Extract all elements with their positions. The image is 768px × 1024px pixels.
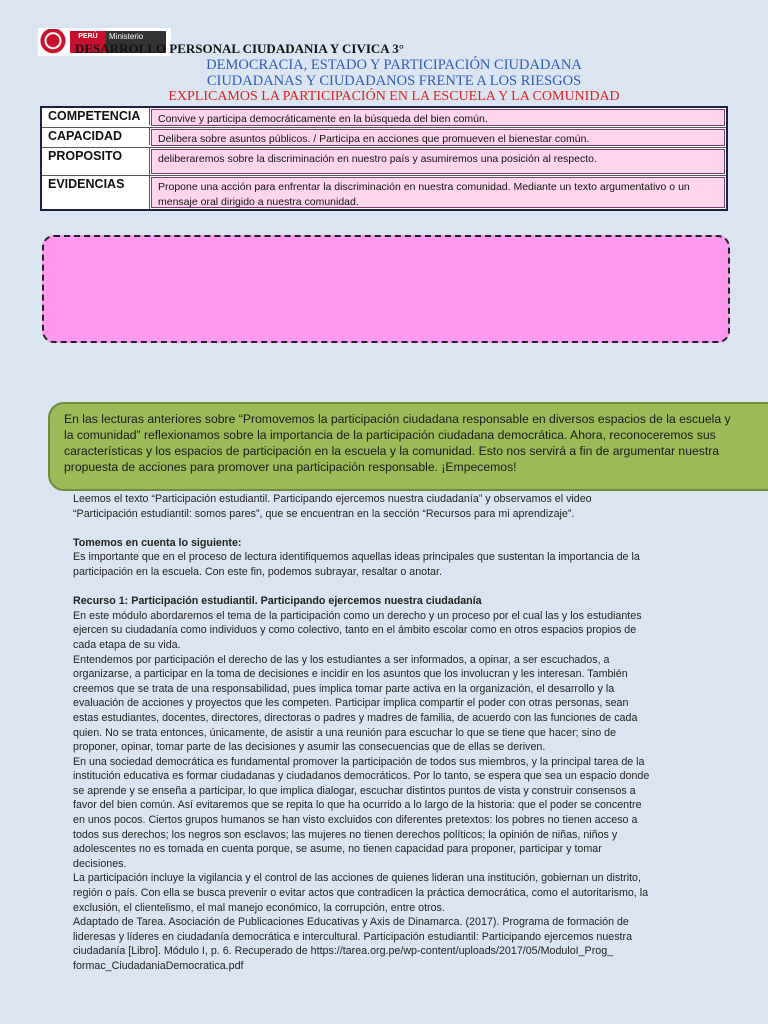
row-label: CAPACIDAD: [42, 128, 150, 145]
coat-of-arms-icon: [40, 29, 66, 55]
body-line: Entendemos por participación el derecho de las y los estudiantes a ser informados, a opinar, a ser escuchados, a: [73, 653, 610, 666]
intro-line: En las lecturas anteriores sobre “Promovemos la participación ciudadana responsable en diversos espacios de la escuela y: [64, 412, 731, 426]
row-value: Propone una acción para enfrentar la discriminación en nuestra comunidad. Mediante un texto argumentativo o un mensaje oral dirigido a nuestra comunidad.: [151, 177, 725, 208]
body-line: estas estudiantes, docentes, directores, directoras o padres y madres de familia, de acuerdo con las funciones de cada: [73, 711, 638, 724]
reading-body: [73, 492, 713, 974]
body-line: En este módulo abordaremos el tema de la participación como un derecho y un proceso por el cual las y los estudiantes: [73, 609, 642, 622]
intro-line: características y los espacios de participación en la escuela y la comunidad. Esto nos servirá a fin de argumentar nuestra: [64, 444, 720, 458]
body-line: decisiones.: [73, 857, 127, 870]
row-label: COMPETENCIA: [42, 108, 150, 125]
body-line: adolescentes no es tomada en cuenta porque, se asume, no tienen capacidad para proponer, participar y tomar: [73, 843, 602, 856]
body-line: en unos pocos. Ciertos grupos humanos se han visto excluidos con diferentes pretextos: los pobres no tienen acceso a: [73, 814, 638, 827]
body-line: En una sociedad democrática es fundamental promover la participación de todos sus miembros, y la principal tarea de la: [73, 755, 645, 768]
body-line: quien. No se trata entonces, únicamente, de asistir a una reunión para escuchar lo que se tiene que hacer; sino de: [73, 726, 617, 739]
body-line: ciudadanía [Libro]. Módulo I, p. 6. Recuperado de https://tarea.org.pe/wp-content/uploads/2017/05/ModuloI_Prog_: [73, 945, 614, 958]
competencies-table: [40, 106, 728, 211]
intro-line: propuesta de acciones para promover una participación responsable. ¡Empecemos!: [64, 460, 517, 474]
intro-line: la comunidad” reflexionamos sobre la importancia de la participación ciudadana democrática. Ahora, reconoceremos sus: [64, 428, 716, 442]
body-line: región o país. Con ella se busca prevenir o evitar actos que contradicen la práctica democrática, como el autoritarismo, la: [73, 887, 649, 900]
body-line: Leemos el texto “Participación estudiantil. Participando ejercemos nuestra ciudadanía” y observamos el video: [73, 493, 592, 505]
row-value: Convive y participa democráticamente en la búsqueda del bien común.: [151, 109, 725, 126]
logo-country: PERÚ: [70, 31, 106, 53]
table-row: [42, 108, 726, 128]
header-line-2: CIUDADANAS Y CIUDADANOS FRENTE A LOS RIESGOS: [206, 73, 582, 89]
body-line: proponer, opinar, tomar parte de las decisiones y asumir las consecuencias que de ellas se deriven.: [73, 741, 546, 754]
row-label: PROPOSITO: [42, 148, 150, 175]
course-title: DESARROLLO PERSONAL CIUDADANIA Y CIVICA 3°: [75, 41, 404, 56]
header-line-3: EXPLICAMOS LA PARTICIPACIÓN EN LA ESCUELA Y LA COMUNIDAD: [168, 89, 620, 104]
body-line: institución educativa es formar ciudadanas y ciudadanos democráticos. Por lo tanto, se espera que sea un espacio donde: [73, 770, 650, 783]
body-line: creemos que se trata de una responsabilidad, pues implica tomar parte activa en la organización, el desarrollo y la: [73, 682, 615, 695]
header-line-1: DEMOCRACIA, ESTADO Y PARTICIPACIÓN CIUDADANA: [206, 57, 582, 73]
body-line: participación en la escuela. Con este fin, podemos subrayar, resaltar o anotar.: [73, 565, 442, 578]
logo-ministry: Ministerio: [106, 31, 166, 53]
body-line: ejercen su ciudadanía como individuos y como colectivo, tanto en el ámbito escolar como en otros espacios propios de: [73, 624, 637, 637]
body-line: organizarse, a participar en la toma de decisiones e incidir en los asuntos que los involucran y les interesan. También: [73, 668, 628, 681]
note-title: Tomemos en cuenta lo siguiente:: [73, 536, 242, 549]
row-label: EVIDENCIAS: [42, 176, 150, 209]
body-line: “Participación estudiantil: somos pares”, que se encuentran en la sección “Recursos para mi aprendizaje”.: [73, 507, 575, 520]
body-line: se aprende y se enseña a participar, lo que implica dialogar, escuchar distintos puntos de vista y construir consensos a: [73, 784, 636, 797]
table-row: [42, 176, 726, 209]
body-line: Es importante que en el proceso de lectura identifiquemos aquellas ideas principales que sustentan la importancia de la: [73, 551, 640, 564]
body-line: exclusión, el clientelismo, el mal manejo económico, la corrupción, entre otros.: [73, 901, 445, 914]
body-line: favor del bien común. Así evitaremos que se repita lo que ha ocurrido a lo largo de la historia: que el poder se concentre: [73, 799, 642, 812]
resource-text: [73, 609, 713, 974]
resource-title: Recurso 1: Participación estudiantil. Participando ejercemos nuestra ciudadanía: [73, 595, 482, 608]
body-line: evaluación de acciones y proyectos que les competen. Participar implica compartir el poder con otras personas, sean: [73, 697, 629, 710]
body-line: todos sus derechos; los negros son esclavos; las mujeres no tienen derechos políticos; la opinión de niñas, niños y: [73, 828, 618, 841]
body-line: La participación incluye la vigilancia y el control de las acciones de quienes lideran una institución, gobiernan un distrito,: [73, 872, 641, 885]
intro-box: [48, 402, 768, 491]
body-line: cada etapa de su vida.: [73, 638, 181, 651]
table-row: [42, 148, 726, 176]
body-line: formac_CiudadaniaDemocratica.pdf: [73, 960, 244, 972]
table-row: [42, 128, 726, 148]
body-line: lideresas y líderes en ciudadanía democrática e intercultural. Participación estudiantil: Participando ejercemos nuestra: [73, 930, 633, 943]
row-value: deliberaremos sobre la discriminación en nuestro país y asumiremos una posición al respecto.: [151, 149, 725, 174]
body-line: Adaptado de Tarea. Asociación de Publicaciones Educativas y Axis de Dinamarca. (2017). Programa de formación de: [73, 916, 629, 929]
empty-pink-box: [42, 235, 730, 343]
row-value: Delibera sobre asuntos públicos. / Participa en acciones que promueven el bienestar común.: [151, 129, 725, 146]
